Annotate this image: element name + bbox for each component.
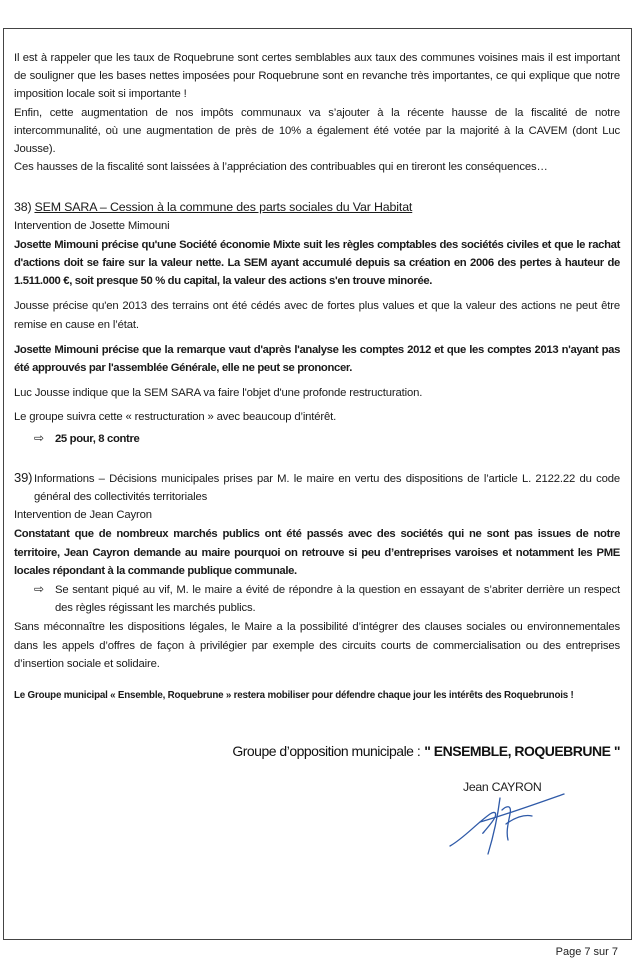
page-number: Page 7 sur 7 bbox=[555, 946, 618, 958]
group-comment: Sans méconnaître les dispositions légales, le Maire a la possibilité d’intégrer des clauses sociales ou environnementales dans les appels d’offres de façon à privilégier par exemple des circuits courts de commercialisation ou des entreprises d’insertion sociale et solidaire. bbox=[14, 621, 620, 670]
handwritten-signature bbox=[440, 780, 570, 860]
intro-paragraph: Ces hausses de la fiscalité sont laissées à l’appréciation des contribuables qui en tireront les conséquences… bbox=[14, 161, 548, 174]
arrow-right-icon bbox=[34, 429, 55, 448]
rallying-cry: Le Groupe municipal « Ensemble, Roquebrune » restera mobiliser pour défendre chaque jour les intérêts des Roquebrunois ! bbox=[14, 690, 574, 702]
section-39-heading bbox=[14, 469, 620, 506]
group-label: Groupe d’opposition municipale : bbox=[232, 743, 421, 759]
arrow-right-icon bbox=[34, 580, 55, 599]
group-name: " ENSEMBLE, ROQUEBRUNE " bbox=[424, 743, 620, 759]
section-number: 38) bbox=[14, 200, 32, 215]
group-signature-line bbox=[232, 741, 620, 761]
section-number: 39) bbox=[14, 469, 33, 485]
cayron-statement: Constatant que de nombreux marchés publics ont été passés avec des sociétés qui ne sont pas issues de notre territoire, Jean Cayron demande au maire pourquoi on retrouve si peu d’entreprises varoises et notamment les PME locales répondant à la commande publique communale. bbox=[14, 528, 620, 577]
vote-text: 25 pour, 8 contre bbox=[55, 432, 140, 445]
jousse-statement: Luc Jousse indique que la SEM SARA va faire l'objet d'une profonde restructuration. bbox=[14, 387, 423, 400]
mayor-response bbox=[14, 580, 620, 617]
section-38-heading bbox=[14, 198, 620, 216]
intervention-label: Intervention de Josette Mimouni bbox=[14, 219, 170, 232]
intro-paragraph: Il est à rappeler que les taux de Roquebrune sont certes semblables aux taux des communes voisines mais il est important de souligner que les bases nettes imposées pour Roquebrune sont en revanche très importantes, ce qui explique que notre imposition locale soit si importante ! bbox=[14, 52, 620, 101]
mayor-response-text: Se sentant piqué au vif, M. le maire a évité de répondre à la question en essayant de s’abriter derrière un respect des règles régissant les marchés publics. bbox=[55, 584, 620, 615]
jousse-statement: Jousse précise qu'en 2013 des terrains ont été cédés avec de fortes plus values et que la valeur des actions ne peut être remise en cause en l’état. bbox=[14, 300, 620, 331]
mimouni-statement: Josette Mimouni précise que la remarque vaut d'après l'analyse les comptes 2012 et que les comptes 2013 n'ayant pas été approuvés par l'assemblée Générale, elle ne peut se prononcer. bbox=[14, 343, 620, 375]
mimouni-statement: Josette Mimouni précise qu'une Société économie Mixte suit les règles comptables des sociétés civiles et que le rachat d'actions doit se faire sur la valeur nette. La SEM ayant accumulé depuis sa création en 2006 des pertes à hauteur de 1.511.000 €, soit presque 50 % du capital, la valeur des actions s'en trouve minorée. bbox=[14, 238, 620, 288]
signatory-name: Jean CAYRON bbox=[463, 780, 542, 794]
group-note: Le groupe suivra cette « restructuration » avec beaucoup d’intérêt. bbox=[14, 411, 337, 424]
intro-paragraph: Enfin, cette augmentation de nos impôts communaux va s’ajouter à la récente hausse de la fiscalité de notre intercommunalité, où une augmentation de près de 10% a également été votée par la majorité à la CAVEM (dont Luc Jousse). bbox=[14, 106, 620, 156]
section-title: Informations – Décisions municipales prises par M. le maire en vertu des dispositions de l’article L. 2122.22 du code général des collectivités territoriales bbox=[34, 472, 620, 504]
intervention-label: Intervention de Jean Cayron bbox=[14, 509, 152, 522]
document-body bbox=[14, 49, 620, 705]
section-title: SEM SARA – Cession à la commune des parts sociales du Var Habitat bbox=[34, 200, 413, 215]
vote-result bbox=[14, 429, 620, 448]
